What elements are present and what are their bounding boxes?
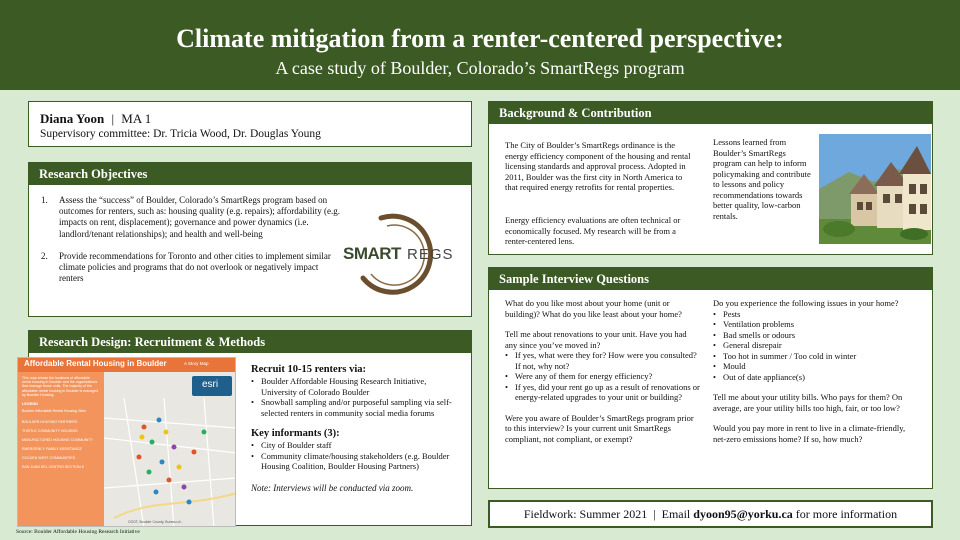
question-2-item: • Were any of them for energy efficiency? [505, 371, 700, 382]
question-2-item: • If yes, what were they for? How were you consulted? If not, why not? [505, 350, 700, 371]
recruit-list [251, 376, 463, 418]
map-markers [104, 372, 236, 527]
issue-item: • Too hot in summer / Too cold in winter [713, 351, 908, 362]
background-para-1: The City of Boulder’s SmartRegs ordinance is the energy efficiency component of the housing and rental licensing standards and approval process. Adopted in 2011, Boulder was the first city in North America to that required energy retrofits for rental properties. [505, 140, 691, 192]
contact-box [488, 500, 933, 528]
design-heading: Research Design: Recruitment & Methods [29, 331, 471, 353]
recruit-item: • Boulder Affordable Housing Research Initiative, University of Colorado Boulder [251, 376, 463, 397]
map-title: Affordable Rental Housing in Boulder [24, 359, 167, 368]
fieldwork-label: Fieldwork: Summer 2021 [523, 507, 648, 521]
objective-number: 1. [41, 195, 48, 205]
question-6: Would you pay more in rent to live in a climate-friendly, net-zero emissions home? If so, how much? [713, 423, 906, 444]
contact-line [490, 507, 931, 522]
map-story-label: A Story Map [184, 361, 209, 366]
objectives-box [28, 162, 472, 317]
author-committee: Supervisory committee: Dr. Tricia Wood, Dr. Douglas Young [40, 128, 321, 140]
footer-separator: | [653, 507, 656, 521]
question-5: Tell me about your utility bills. Who pays for them? On average, are your utility bills too high, fair, or too low? [713, 392, 903, 413]
objective-item [41, 251, 341, 285]
map-legend-item: THISTLE COMMUNITY HOUSING [22, 429, 78, 433]
map-topbar [18, 358, 236, 372]
map-legend-label: LEGEND [22, 402, 38, 406]
interview-note: Note: Interviews will be conducted via zoom. [251, 482, 414, 493]
issue-item: • General disrepair [713, 340, 908, 351]
map-blurb: This map shows the locations of affordable rental housing in Boulder and the organizations that manage those units. The majority of the affordable rental housing in Boulder is managed by Boulder Housing. [22, 376, 99, 397]
smartregs-logo-left: SMART [343, 244, 401, 263]
contact-suffix: for more information [795, 507, 898, 521]
informants-list [251, 440, 463, 472]
background-box [488, 101, 933, 255]
map-source: Source: Boulder Affordable Housing Research Initiative [16, 529, 140, 535]
question-4: Do you experience the following issues in your home? [713, 298, 899, 308]
map-legend-item: SAN JUAN DEL CENTRO SECTION 8 [22, 465, 84, 469]
background-heading: Background & Contribution [489, 102, 932, 124]
interview-heading: Sample Interview Questions [489, 268, 932, 290]
author-name: Diana Yoon [40, 111, 105, 126]
issue-item: • Mould [713, 361, 908, 372]
question-2-item: • If yes, did your rent go up as a result of renovations or energy-related upgrades to your unit or building? [505, 382, 700, 403]
author-line [40, 111, 151, 127]
objectives-heading: Research Objectives [29, 163, 471, 185]
map-legend-list [22, 418, 100, 472]
question-2: Tell me about renovations to your unit. Have you had any since you’ve moved in? [505, 329, 687, 350]
informant-item: • City of Boulder staff [251, 440, 463, 451]
esri-logo-text: esri [202, 379, 219, 390]
author-box [28, 101, 472, 147]
informant-item: • Community climate/housing stakeholders (e.g. Boulder Housing Coalition, Boulder Housing Partners) [251, 451, 463, 472]
objective-item [41, 195, 341, 240]
informants-heading: Key informants (3): [251, 428, 340, 439]
smartregs-logo-right: REGS [407, 246, 454, 263]
poster-subtitle: A case study of Boulder, Colorado’s SmartRegs program [275, 58, 685, 78]
email-link[interactable]: dyoon95@yorku.ca [693, 507, 793, 521]
map-legend-item: GOLDEN WEST COMMUNITIES [22, 456, 76, 460]
map-credit: CDOT, Boulder County, Bureau of... [128, 520, 184, 524]
objective-number: 2. [41, 250, 48, 261]
interview-column-left [505, 298, 700, 444]
poster-header [0, 0, 960, 90]
background-para-2: Energy efficiency evaluations are often technical or economically focused. My research will be from a renter-centered lens. [505, 215, 681, 246]
issue-item: • Out of date appliance(s) [713, 372, 908, 383]
interview-box [488, 267, 933, 489]
recruit-heading: Recruit 10-15 renters via: [251, 364, 366, 375]
issue-item: • Ventilation problems [713, 319, 908, 330]
issue-item: • Bad smells or odours [713, 330, 908, 341]
map-legend-item: EMERGENCY FAMILY ASSISTANCE [22, 447, 82, 451]
objective-text: Assess the “success” of Boulder, Colorado’s SmartRegs program based on outcomes for renters, such as: housing quality (e.g. repairs); affordability (e.g. impacts on rent, displacement); governance and power dynamics (i.e. landlord/tenant relationships); and health and well-being [59, 195, 341, 239]
poster-title: Climate mitigation from a renter-centered perspective: [176, 24, 784, 53]
house-photo [819, 134, 931, 244]
map-legend-item: BOULDER HOUSING PARTNERS [22, 420, 78, 424]
question-4-list [713, 309, 908, 383]
author-program: MA 1 [121, 111, 152, 126]
smartregs-logo [341, 208, 469, 298]
question-1: What do you like most about your home (unit or building)? What do you like least about your home? [505, 298, 682, 319]
map-sidebar [18, 372, 104, 527]
recruit-section [251, 363, 463, 493]
map-legend-item: MANUFACTURED HOUSING COMMUNITY [22, 438, 93, 442]
recruit-item: • Snowball sampling and/or purposeful sampling via self-selected renters in community social media forums [251, 397, 463, 418]
email-prefix: Email [661, 507, 691, 521]
question-2-list [505, 350, 700, 403]
interview-column-right [713, 298, 908, 444]
objective-text: Provide recommendations for Toronto and other cities to implement similar climate policies and programs that do not overlook or negatively impact renters [59, 250, 331, 284]
issue-item: • Pests [713, 309, 908, 320]
story-map-image [17, 357, 236, 527]
objectives-list [41, 195, 341, 284]
map-legend-title: Boulder Affordable Rental Housing Sites [22, 409, 87, 413]
question-3: Were you aware of Boulder’s SmartRegs program prior to this interview? Is your current unit SmartRegs compliant, not compliant, or exempt? [505, 412, 694, 444]
author-separator: | [111, 111, 115, 126]
background-para-3: Lessons learned from Boulder’s SmartRegs program can help to inform policymaking and contribute to lessons and policy recommendations towards better quality, low-carbon rentals. [713, 137, 811, 221]
